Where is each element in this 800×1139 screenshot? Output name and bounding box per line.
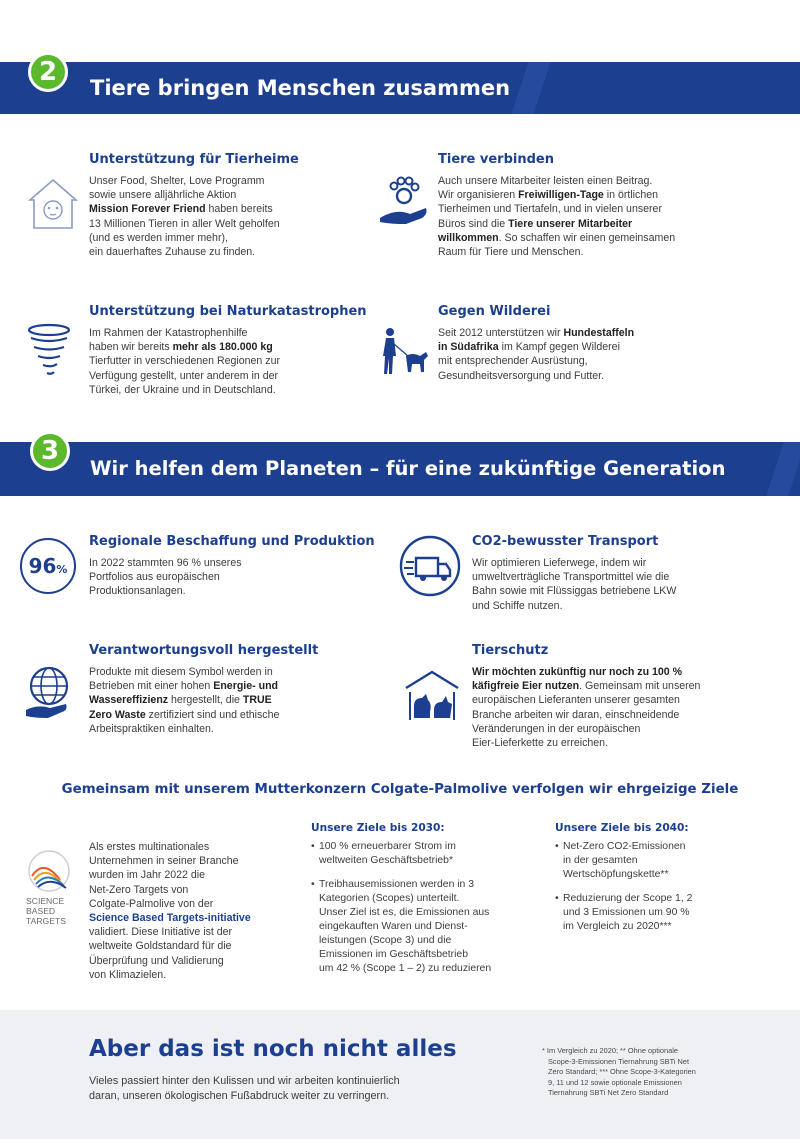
text-fragment: Im Rahmen der Katastrophenhilfe	[89, 327, 248, 339]
bold-text: Freiwilligen-Tage	[518, 189, 604, 202]
text-fragment: Raum für Tiere und Menschen.	[438, 246, 584, 259]
footnote-line: Scope-3-Emissionen Tiernahrung SBTi Net	[548, 1056, 690, 1066]
goals-2040-heading: Unsere Ziele bis 2040:	[555, 822, 689, 834]
text-fragment: weltweite Goldstandard für die	[89, 940, 232, 953]
text-fragment: und Schiffe nutzen.	[472, 599, 563, 612]
bullet-dot-icon: •	[555, 893, 559, 904]
sbti-link[interactable]: Science Based Targets-initiative	[89, 912, 251, 925]
text-fragment: Produktionsanlagen.	[89, 585, 186, 598]
sbt-logo-line-1: SCIENCE	[26, 896, 65, 906]
intro-line	[89, 939, 299, 953]
text-fragment: In 2022 stammten 96 % unseres	[89, 557, 242, 569]
text-fragment: . Gemeinsam mit unseren	[579, 680, 701, 693]
sbt-logo-line-3: TARGETS	[26, 916, 66, 926]
text-fragment: ein dauerhaftes Zuhause zu finden.	[89, 246, 256, 259]
text-line	[89, 369, 379, 383]
goal-text: Wertschöpfungskette**	[563, 869, 669, 880]
text-fragment: Wir organisieren	[438, 189, 519, 202]
text-fragment: hergestellt, die	[168, 694, 243, 707]
text-line	[472, 708, 782, 722]
text-fragment: Portfolios aus europäischen	[89, 571, 220, 584]
heading-naturkatastrophen: Unterstützung bei Naturkatastrophen	[89, 304, 367, 319]
text-line	[438, 188, 758, 202]
text-line	[89, 570, 369, 584]
footnote-line: 9, 11 und 12 sowie optionale Emissionen	[548, 1077, 682, 1087]
text-fragment: wurden im Jahr 2022 die	[89, 869, 206, 882]
goal-bullet-line	[311, 934, 546, 948]
goal-bullet-line	[311, 840, 546, 854]
sbt-logo-line-2: BASED	[26, 906, 56, 916]
bold-text: Zero Waste	[89, 708, 146, 721]
text-line	[89, 383, 379, 397]
text-fragment: Büros sind die	[438, 217, 509, 230]
text-fragment: Seit 2012 unterstützen wir	[438, 327, 564, 339]
text-fragment: Arbeitspraktiken einhalten.	[89, 722, 214, 735]
text-fragment: Eier-Lieferkette zu erreichen.	[472, 737, 609, 750]
goal-text: und 3 Emissionen um 90 %	[563, 907, 690, 918]
bold-text: Mission Forever Friend	[89, 203, 206, 216]
goals-2030-heading: Unsere Ziele bis 2030:	[311, 822, 445, 834]
text-line	[89, 584, 369, 598]
text-fragment: Veränderungen in der europäischen	[472, 722, 641, 735]
tornado-icon	[24, 322, 74, 382]
text-line	[472, 556, 772, 570]
goals-title: Gemeinsam mit unserem Mutterkonzern Colgate-Palmolive verfolgen wir ehrgeizige Ziele	[61, 782, 739, 797]
text-fragment: europäischen Lieferanten unserer gesamten	[472, 694, 680, 707]
footnotes	[542, 1046, 772, 1099]
text-line	[438, 217, 758, 231]
text-line	[472, 599, 772, 613]
intro-line	[89, 883, 299, 897]
text-line	[472, 679, 782, 693]
text-line	[438, 354, 738, 368]
paw-hand-icon	[376, 174, 432, 230]
text-tierschutz	[472, 665, 782, 750]
goal-bullet	[555, 892, 775, 934]
text-fragment: Wir optimieren Lieferwege, indem wir	[472, 557, 647, 569]
goal-text: um 42 % (Scope 1 – 2) zu reduzieren	[319, 963, 492, 974]
text-fragment: in örtlichen	[603, 189, 659, 202]
bold-text: Wassereffizienz	[89, 694, 169, 707]
text-line	[89, 174, 359, 188]
bold-text: willkommen	[438, 231, 499, 244]
goal-text: leistungen (Scope 3) und die	[319, 935, 452, 946]
text-line	[472, 584, 772, 598]
text-line	[89, 340, 379, 354]
text-line	[438, 245, 758, 259]
goal-text: Kategorien (Scopes) unterteilt.	[319, 893, 460, 904]
text-tierheime	[89, 174, 359, 259]
text-naturkatastrophen	[89, 326, 379, 397]
goal-bullet-line	[311, 948, 546, 962]
text-line	[89, 354, 379, 368]
text-fragment: validiert. Diese Initiative ist der	[89, 926, 233, 939]
text-tiere-verbinden	[438, 174, 758, 259]
text-fragment: umweltverträgliche Transportmittel wie die	[472, 571, 670, 584]
section-2-number: 2	[28, 52, 68, 92]
intro-line	[89, 954, 299, 968]
text-wilderei	[438, 326, 738, 383]
goal-text: Treibhausemissionen werden in 3	[319, 879, 474, 890]
percent-value: 96	[28, 554, 57, 578]
text-fragment: mit entsprechender Ausrüstung,	[438, 355, 588, 368]
footnote-line: * Im Vergleich zu 2020; ** Ohne optionale	[542, 1046, 678, 1055]
text-line	[472, 722, 782, 736]
heading-tierheime: Unterstützung für Tierheime	[89, 152, 299, 167]
intro-line	[89, 840, 299, 854]
text-fragment: sowie unsere alljährliche Aktion	[89, 189, 237, 202]
footnote-line: Zero Standard; *** Ohne Scope-3-Kategorien	[548, 1067, 696, 1077]
text-co2-transport	[472, 556, 772, 613]
intro-line	[89, 854, 299, 868]
text-regionale-beschaffung	[89, 556, 369, 599]
text-fragment: haben bereits	[205, 203, 273, 216]
text-line	[89, 679, 379, 693]
footer-text-line: Vieles passiert hinter den Kulissen und wir arbeiten kontinuierlich	[89, 1075, 400, 1087]
text-line	[89, 665, 379, 679]
footer-text	[89, 1074, 509, 1104]
goal-bullet-line	[555, 920, 775, 934]
percent-sign: %	[56, 563, 68, 576]
heading-co2-transport: CO2-bewusster Transport	[472, 534, 659, 549]
text-fragment: Net-Zero Targets von	[89, 883, 189, 896]
text-fragment: Tierheimen und Tiertafeln, und in vielen unserer	[438, 203, 662, 216]
goal-bullet	[555, 840, 775, 882]
text-fragment: von Klimazielen.	[89, 968, 167, 981]
section-2-title: Tiere bringen Menschen zusammen	[90, 76, 511, 100]
text-fragment: Türkei, der Ukraine und in Deutschland.	[89, 383, 276, 396]
goal-bullet-line	[311, 892, 546, 906]
globe-hand-icon	[22, 664, 76, 720]
text-line	[438, 340, 738, 354]
goal-text: eingekauften Waren und Dienst-	[319, 921, 468, 932]
text-line	[89, 693, 379, 707]
text-line	[89, 722, 379, 736]
text-line	[438, 326, 738, 340]
text-fragment: (und es werden immer mehr),	[89, 231, 228, 244]
goal-text: Unser Ziel ist es, die Emissionen aus	[319, 907, 490, 918]
text-fragment: Tierfutter in verschiedenen Regionen zur	[89, 355, 280, 368]
animal-welfare-icon	[400, 668, 464, 724]
bold-text: in Südafrika	[438, 341, 499, 354]
text-fragment: Als erstes multinationales	[89, 841, 210, 853]
goal-text: weltweiten Geschäftsbetrieb*	[319, 855, 453, 866]
text-fragment: Verfügung gestellt, unter anderem in der	[89, 369, 279, 382]
goals-2030-list	[311, 840, 546, 986]
text-line	[89, 556, 369, 570]
bold-text: Hundestaffeln	[563, 327, 635, 339]
bullet-dot-icon: •	[311, 841, 315, 852]
goal-bullet-line	[555, 892, 775, 906]
text-line	[472, 736, 782, 750]
text-fragment: Produkte mit diesem Symbol werden in	[89, 666, 273, 678]
goals-2040-list	[555, 840, 775, 944]
text-fragment: . So schaffen wir einen gemeinsamen	[498, 231, 676, 244]
intro-line	[89, 868, 299, 882]
delivery-truck-icon	[398, 534, 462, 598]
text-fragment: Bahn sowie mit Flüssiggas betriebene LKW	[472, 585, 677, 598]
goal-bullet-line	[555, 840, 775, 854]
text-fragment: haben wir bereits	[89, 341, 173, 354]
heading-wilderei: Gegen Wilderei	[438, 304, 551, 319]
text-verantwortungsvoll	[89, 665, 379, 736]
text-line	[472, 665, 782, 679]
shelter-house-icon	[26, 176, 80, 234]
goal-bullet-line	[555, 854, 775, 868]
goal-bullet	[311, 878, 546, 976]
footer-title: Aber das ist noch nicht alles	[89, 1036, 457, 1062]
bullet-dot-icon: •	[311, 879, 315, 890]
text-line	[89, 708, 379, 722]
bold-text: mehr als 180.000 kg	[172, 341, 273, 354]
text-fragment: Branche arbeiten wir daran, einschneidende	[472, 708, 680, 721]
intro-line	[89, 968, 299, 982]
intro-line	[89, 925, 299, 939]
goal-text: 100 % erneuerbarer Strom im	[319, 841, 456, 852]
text-line	[438, 202, 758, 216]
goal-bullet	[311, 840, 546, 868]
text-line	[438, 231, 758, 245]
bold-text: Energie- und	[213, 680, 279, 693]
intro-line	[89, 911, 299, 925]
text-fragment: Betrieben mit einer hohen	[89, 680, 214, 693]
bold-text: TRUE	[242, 694, 272, 707]
text-line	[89, 231, 359, 245]
bold-text: käfigfreie Eier nutzen	[472, 680, 580, 693]
footnote-line: Tiernahrung SBTi Net Zero Standard	[548, 1088, 669, 1098]
goals-intro-text	[89, 840, 299, 982]
heading-tierschutz: Tierschutz	[472, 643, 549, 658]
text-line	[89, 202, 359, 216]
science-based-targets-logo	[20, 846, 78, 926]
goal-bullet-line	[555, 906, 775, 920]
text-line	[89, 188, 359, 202]
goal-text: im Vergleich zu 2020***	[563, 921, 672, 932]
text-line	[89, 217, 359, 231]
bold-text: Wir möchten zukünftig nur noch zu 100 %	[472, 666, 683, 678]
section-3-title: Wir helfen dem Planeten – für eine zukünftige Generation	[90, 457, 726, 480]
goal-bullet-line	[311, 878, 546, 892]
goal-text: Emissionen im Geschäftsbetrieb	[319, 949, 468, 960]
text-fragment: Unternehmen in seiner Branche	[89, 855, 239, 868]
goal-bullet-line	[311, 854, 546, 868]
goal-bullet-line	[311, 906, 546, 920]
goal-text: Reduzierung der Scope 1, 2	[563, 893, 693, 904]
goal-bullet-line	[311, 962, 546, 976]
text-fragment: 13 Millionen Tieren in aller Welt geholfen	[89, 217, 280, 230]
text-line	[472, 570, 772, 584]
goal-text: in der gesamten	[563, 855, 638, 866]
text-line	[89, 245, 359, 259]
ranger-dog-icon	[378, 326, 434, 380]
text-fragment: Auch unsere Mitarbeiter leisten einen Beitrag.	[438, 175, 653, 187]
goal-bullet-line	[555, 868, 775, 882]
bullet-dot-icon: •	[555, 841, 559, 852]
heading-verantwortungsvoll: Verantwortungsvoll hergestellt	[89, 643, 319, 658]
heading-tiere-verbinden: Tiere verbinden	[438, 152, 554, 167]
goal-text: Net-Zero CO2-Emissionen	[563, 841, 686, 852]
goal-bullet-line	[311, 920, 546, 934]
text-fragment: zertifiziert sind und ethische	[145, 708, 280, 721]
percent-badge-icon	[20, 538, 76, 594]
text-fragment: Unser Food, Shelter, Love Programm	[89, 175, 265, 187]
footer-text-line: daran, unseren ökologischen Fußabdruck weiter zu verringern.	[89, 1090, 390, 1102]
text-line	[438, 174, 758, 188]
bold-text: Tiere unserer Mitarbeiter	[508, 217, 633, 230]
section-3-number: 3	[30, 431, 70, 471]
text-fragment: im Kampf gegen Wilderei	[498, 341, 620, 354]
text-fragment: Gesundheitsversorgung und Futter.	[438, 369, 605, 382]
intro-line	[89, 897, 299, 911]
heading-regionale-beschaffung: Regionale Beschaffung und Produktion	[89, 534, 375, 549]
text-line	[472, 693, 782, 707]
text-fragment: Colgate-Palmolive von der	[89, 897, 214, 910]
text-line	[438, 369, 738, 383]
text-fragment: Überprüfung und Validierung	[89, 954, 224, 967]
text-line	[89, 326, 379, 340]
